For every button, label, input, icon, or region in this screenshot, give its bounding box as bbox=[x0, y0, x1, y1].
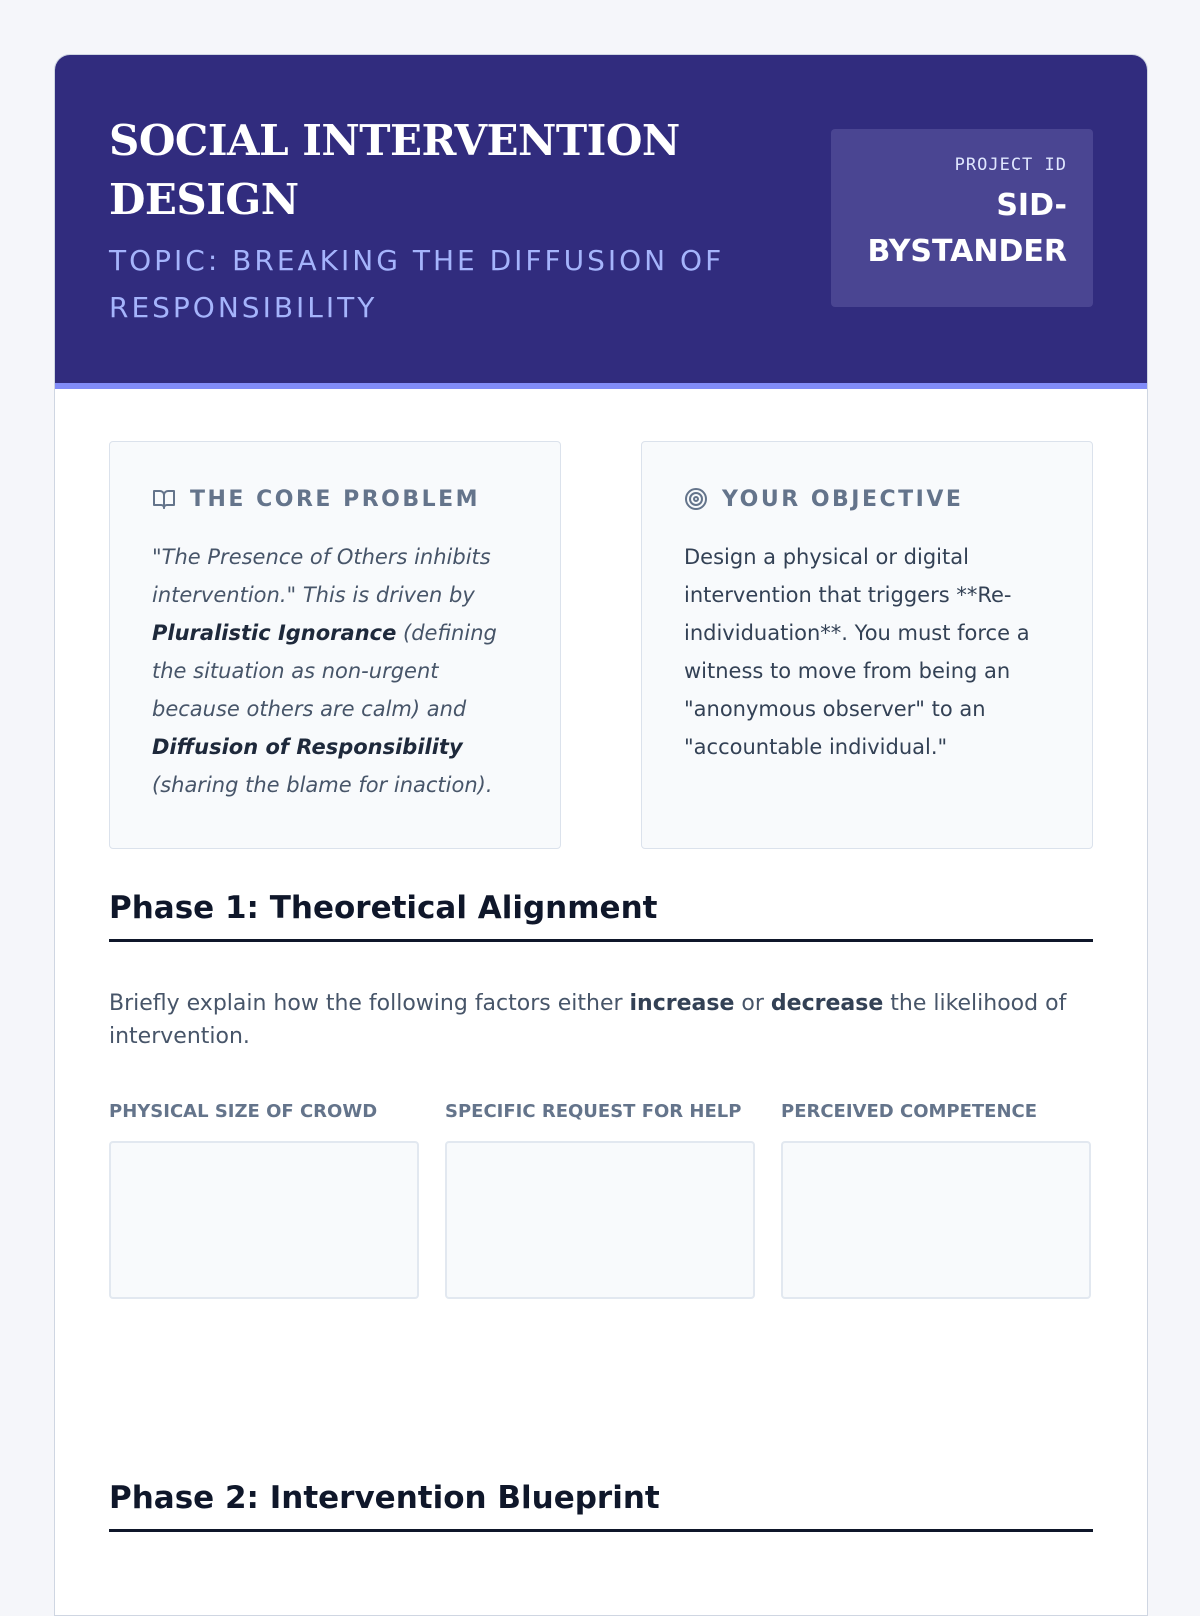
crowd-size-field bbox=[109, 1099, 419, 1299]
core-problem-text-part: "The Presence of Others inhibits intervention." This is driven by bbox=[152, 545, 491, 607]
core-problem-card bbox=[109, 441, 561, 849]
specific-request-input[interactable] bbox=[445, 1141, 755, 1299]
core-problem-heading bbox=[152, 482, 520, 516]
crowd-size-input[interactable] bbox=[109, 1141, 419, 1299]
perceived-competence-input[interactable] bbox=[781, 1141, 1091, 1299]
target-icon bbox=[684, 487, 708, 511]
header-banner bbox=[55, 55, 1147, 389]
perceived-competence-label: PERCEIVED COMPETENCE bbox=[781, 1101, 1038, 1122]
diffusion-of-responsibility-term: Diffusion of Responsibility bbox=[152, 735, 463, 759]
book-icon bbox=[152, 487, 176, 511]
core-problem-title: THE CORE PROBLEM bbox=[190, 486, 481, 512]
crowd-size-label: PHYSICAL SIZE OF CROWD bbox=[109, 1101, 378, 1122]
core-problem-text bbox=[152, 538, 520, 804]
objective-card bbox=[641, 441, 1093, 849]
specific-request-field bbox=[445, 1099, 755, 1299]
objective-heading bbox=[684, 482, 1052, 516]
project-id-value: SID-BYSTANDER bbox=[867, 188, 1067, 269]
objective-text: Design a physical or digital intervention that triggers **Re-individuation**. You must force a witness to move from being an "anonymous observer" to an "accountable individual." bbox=[684, 545, 1030, 759]
decrease-keyword: decrease bbox=[770, 991, 884, 1016]
specific-request-label: SPECIFIC REQUEST FOR HELP bbox=[445, 1101, 742, 1122]
core-problem-text-part: (sharing the blame for inaction). bbox=[152, 773, 493, 797]
phase-2-title: Phase 2: Intervention Blueprint bbox=[109, 1475, 1093, 1532]
increase-keyword: increase bbox=[629, 991, 735, 1016]
project-id-label: PROJECT ID bbox=[954, 155, 1067, 175]
phase-1-instructions bbox=[109, 987, 1093, 1053]
instruction-part: the likelihood of intervention. bbox=[109, 991, 1067, 1049]
instruction-part: or bbox=[734, 991, 771, 1016]
perceived-competence-field bbox=[781, 1099, 1091, 1299]
project-id-box bbox=[831, 129, 1093, 307]
pluralistic-ignorance-term: Pluralistic Ignorance bbox=[152, 621, 397, 645]
page-title: SOCIAL INTERVENTION DESIGN bbox=[109, 116, 680, 224]
objective-title: YOUR OBJECTIVE bbox=[722, 486, 964, 512]
core-problem-text-part: (defining the situation as non-urgent because others are calm) and bbox=[152, 621, 497, 721]
instruction-part: Briefly explain how the following factors either bbox=[109, 991, 630, 1016]
phase-1-title: Phase 1: Theoretical Alignment bbox=[109, 885, 1093, 942]
page-subtitle: TOPIC: BREAKING THE DIFFUSION OF RESPONSIBILITY bbox=[109, 244, 725, 324]
worksheet-page bbox=[54, 54, 1148, 1616]
